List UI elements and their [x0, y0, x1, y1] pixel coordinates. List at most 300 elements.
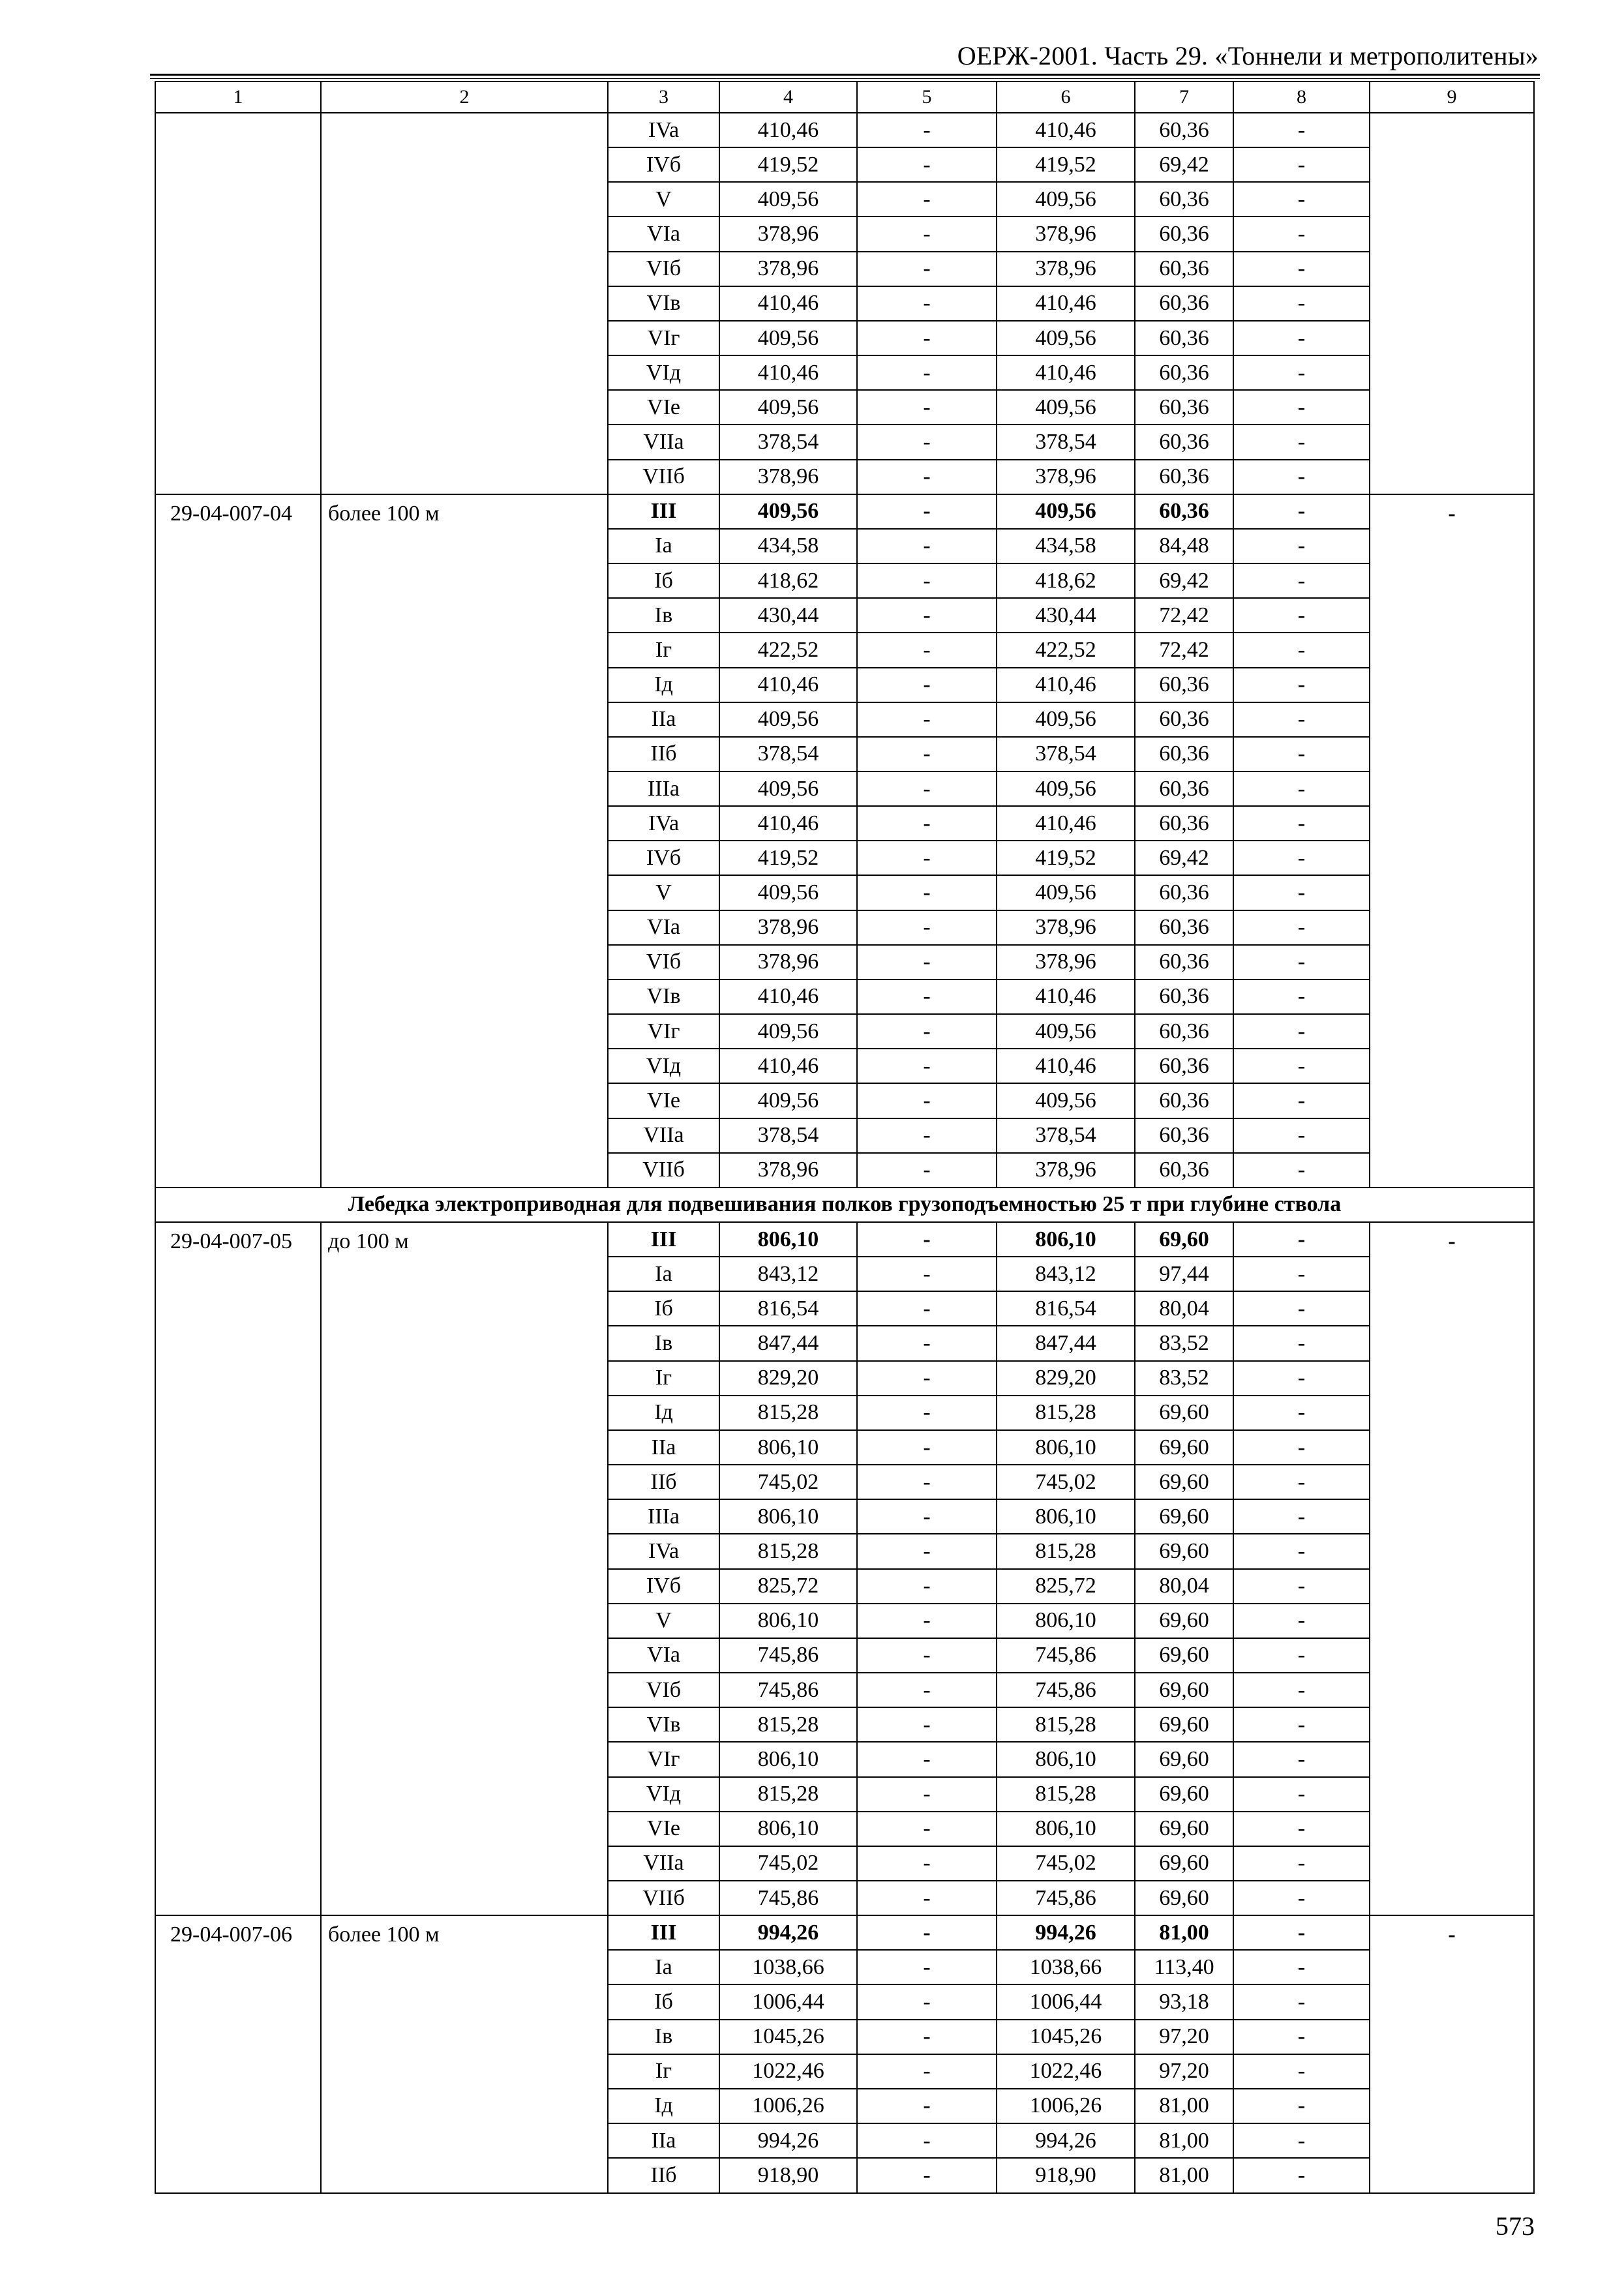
wages-cell: -	[857, 252, 997, 286]
table-row	[155, 1915, 1534, 1950]
zone-cell: IIa	[608, 2123, 719, 2158]
drivers-wages-cell: 60,36	[1135, 806, 1233, 841]
wages-cell: -	[857, 1569, 997, 1604]
zone-cell: VIIa	[608, 1846, 719, 1881]
total-cost-cell: 825,72	[719, 1569, 857, 1604]
wages-cell: -	[857, 1812, 997, 1846]
materials-cell: -	[1233, 1742, 1370, 1776]
drivers-wages-cell: 83,52	[1135, 1361, 1233, 1396]
zone-cell: Iд	[608, 668, 719, 702]
drivers-wages-cell: 60,36	[1135, 460, 1233, 494]
wages-cell: -	[857, 1291, 997, 1326]
total-cost-cell: 409,56	[719, 702, 857, 737]
drivers-wages-cell: 60,36	[1135, 945, 1233, 980]
wages-cell: -	[857, 1777, 997, 1812]
wages-cell: -	[857, 1984, 997, 2019]
materials-cell: -	[1233, 1326, 1370, 1360]
total-cost-cell: 806,10	[719, 1812, 857, 1846]
wages-cell: -	[857, 425, 997, 459]
total-cost-cell: 409,56	[719, 1083, 857, 1118]
drivers-wages-cell: 60,36	[1135, 252, 1233, 286]
materials-cell: -	[1233, 563, 1370, 598]
materials-cell: -	[1233, 980, 1370, 1014]
machine-cost-cell: 409,56	[997, 1014, 1135, 1049]
total-cost-cell: 410,46	[719, 806, 857, 841]
machine-cost-cell: 410,46	[997, 668, 1135, 702]
machine-cost-cell: 409,56	[997, 875, 1135, 910]
machine-cost-cell: 378,96	[997, 252, 1135, 286]
materials-cell: -	[1233, 702, 1370, 737]
zone-cell: VIIб	[608, 1881, 719, 1915]
drivers-wages-cell: 81,00	[1135, 1915, 1233, 1950]
machine-cost-cell: 994,26	[997, 2123, 1135, 2158]
zone-cell: VIe	[608, 1083, 719, 1118]
wages-cell: -	[857, 2089, 997, 2123]
section-title: Лебедка электроприводная для подвешивания полков грузоподъемностью 25 т при глубине ствола	[155, 1188, 1534, 1222]
total-cost-cell: 847,44	[719, 1326, 857, 1360]
total-cost-cell: 410,46	[719, 355, 857, 390]
wages-cell: -	[857, 529, 997, 563]
zone-cell: VIд	[608, 1777, 719, 1812]
table-row	[155, 494, 1534, 529]
wages-cell: -	[857, 355, 997, 390]
materials-cell: -	[1233, 425, 1370, 459]
materials-cell: -	[1233, 2089, 1370, 2123]
wages-cell: -	[857, 182, 997, 217]
zone-cell: Iг	[608, 633, 719, 667]
zone-cell: IVб	[608, 147, 719, 182]
total-cost-cell: 815,28	[719, 1707, 857, 1742]
wages-cell: -	[857, 910, 997, 945]
machine-cost-cell: 409,56	[997, 771, 1135, 806]
zone-cell: Iб	[608, 1984, 719, 2019]
wages-cell: -	[857, 771, 997, 806]
wages-cell: -	[857, 563, 997, 598]
materials-cell: -	[1233, 737, 1370, 771]
zone-cell: VIa	[608, 910, 719, 945]
header-rule-thin	[150, 78, 1540, 79]
total-cost-cell: 378,96	[719, 460, 857, 494]
materials-cell: -	[1233, 1881, 1370, 1915]
materials-cell: -	[1233, 1777, 1370, 1812]
wages-cell: -	[857, 1014, 997, 1049]
zone-cell: V	[608, 875, 719, 910]
total-cost-cell: 418,62	[719, 563, 857, 598]
machine-cost-cell: 745,86	[997, 1638, 1135, 1673]
machine-cost-cell: 378,54	[997, 737, 1135, 771]
drivers-wages-cell: 113,40	[1135, 1950, 1233, 1984]
wages-cell: -	[857, 1707, 997, 1742]
machine-cost-cell: 409,56	[997, 182, 1135, 217]
materials-cell: -	[1233, 1291, 1370, 1326]
zone-cell: Iв	[608, 1326, 719, 1360]
machine-cost-cell: 409,56	[997, 494, 1135, 529]
materials-cell: -	[1233, 252, 1370, 286]
materials-cell: -	[1233, 182, 1370, 217]
machine-cost-cell: 918,90	[997, 2158, 1135, 2193]
wages-cell: -	[857, 1083, 997, 1118]
wages-cell: -	[857, 806, 997, 841]
total-cost-cell: 806,10	[719, 1742, 857, 1776]
drivers-wages-cell: 60,36	[1135, 355, 1233, 390]
machine-cost-cell: 410,46	[997, 980, 1135, 1014]
zone-cell: Iд	[608, 2089, 719, 2123]
zone-cell: IVa	[608, 806, 719, 841]
column-number: 2	[321, 82, 608, 113]
total-cost-cell: 994,26	[719, 1915, 857, 1950]
total-cost-cell: 378,96	[719, 252, 857, 286]
zone-cell: VIa	[608, 1638, 719, 1673]
zone-cell: VIa	[608, 217, 719, 251]
materials-cell: -	[1233, 1361, 1370, 1396]
code-cell: 29-04-007-06	[155, 1915, 321, 2193]
drivers-wages-cell: 60,36	[1135, 390, 1233, 425]
wages-cell: -	[857, 1257, 997, 1291]
drivers-wages-cell: 60,36	[1135, 668, 1233, 702]
materials-cell: -	[1233, 668, 1370, 702]
drivers-wages-cell: 60,36	[1135, 910, 1233, 945]
zone-cell: VIв	[608, 286, 719, 321]
total-cost-cell: 410,46	[719, 113, 857, 147]
wages-cell: -	[857, 1222, 997, 1257]
materials-cell: -	[1233, 217, 1370, 251]
drivers-wages-cell: 60,36	[1135, 980, 1233, 1014]
zone-cell: IIIa	[608, 1499, 719, 1534]
materials-cell: -	[1233, 390, 1370, 425]
materials-cell: -	[1233, 1569, 1370, 1604]
drivers-wages-cell: 60,36	[1135, 113, 1233, 147]
drivers-wages-cell: 69,42	[1135, 841, 1233, 875]
wages-cell: -	[857, 113, 997, 147]
total-cost-cell: 378,96	[719, 1153, 857, 1188]
materials-cell: -	[1233, 771, 1370, 806]
drivers-wages-cell: 69,60	[1135, 1222, 1233, 1257]
zone-cell: III	[608, 1915, 719, 1950]
table-row	[155, 113, 1534, 147]
drivers-wages-cell: 60,36	[1135, 1083, 1233, 1118]
total-cost-cell: 815,28	[719, 1534, 857, 1568]
machine-cost-cell: 815,28	[997, 1707, 1135, 1742]
zone-cell: VIe	[608, 1812, 719, 1846]
wages-cell: -	[857, 2054, 997, 2089]
total-cost-cell: 918,90	[719, 2158, 857, 2193]
machine-cost-cell: 378,96	[997, 460, 1135, 494]
drivers-wages-cell: 83,52	[1135, 1326, 1233, 1360]
machine-cost-cell: 378,96	[997, 217, 1135, 251]
materials-cell: -	[1233, 598, 1370, 633]
materials-cell: -	[1233, 633, 1370, 667]
wages-cell: -	[857, 1534, 997, 1568]
total-cost-cell: 806,10	[719, 1430, 857, 1465]
wages-cell: -	[857, 460, 997, 494]
wages-cell: -	[857, 1396, 997, 1430]
wages-cell: -	[857, 841, 997, 875]
wages-cell: -	[857, 875, 997, 910]
page-number: 573	[1496, 2211, 1535, 2241]
column-number: 4	[719, 82, 857, 113]
zone-cell: VIг	[608, 321, 719, 355]
wages-cell: -	[857, 1430, 997, 1465]
drivers-wages-cell: 80,04	[1135, 1291, 1233, 1326]
machine-cost-cell: 410,46	[997, 806, 1135, 841]
column-number: 7	[1135, 82, 1233, 113]
zone-cell: Iв	[608, 598, 719, 633]
wages-cell: -	[857, 1604, 997, 1638]
total-cost-cell: 745,86	[719, 1638, 857, 1673]
machine-cost-cell: 829,20	[997, 1361, 1135, 1396]
wages-cell: -	[857, 1915, 997, 1950]
machine-cost-cell: 434,58	[997, 529, 1135, 563]
col9-cell: -	[1370, 1222, 1534, 1915]
table-row	[155, 1222, 1534, 1257]
wages-cell: -	[857, 980, 997, 1014]
materials-cell: -	[1233, 1812, 1370, 1846]
total-cost-cell: 410,46	[719, 668, 857, 702]
total-cost-cell: 815,28	[719, 1396, 857, 1430]
wages-cell: -	[857, 147, 997, 182]
rates-table	[155, 81, 1535, 2194]
zone-cell: Iб	[608, 563, 719, 598]
section-title-row	[155, 1188, 1534, 1222]
column-number: 9	[1370, 82, 1534, 113]
drivers-wages-cell: 69,60	[1135, 1742, 1233, 1776]
materials-cell: -	[1233, 1465, 1370, 1499]
materials-cell: -	[1233, 1083, 1370, 1118]
materials-cell: -	[1233, 1984, 1370, 2019]
zone-cell: V	[608, 1604, 719, 1638]
drivers-wages-cell: 60,36	[1135, 702, 1233, 737]
drivers-wages-cell: 60,36	[1135, 182, 1233, 217]
drivers-wages-cell: 69,60	[1135, 1777, 1233, 1812]
column-number: 8	[1233, 82, 1370, 113]
col9-cell: -	[1370, 1915, 1534, 2193]
zone-cell: IVб	[608, 841, 719, 875]
machine-cost-cell: 745,86	[997, 1881, 1135, 1915]
zone-cell: VIб	[608, 945, 719, 980]
code-cell: 29-04-007-04	[155, 494, 321, 1188]
drivers-wages-cell: 60,36	[1135, 1118, 1233, 1153]
machine-cost-cell: 843,12	[997, 1257, 1135, 1291]
machine-cost-cell: 745,02	[997, 1465, 1135, 1499]
total-cost-cell: 806,10	[719, 1604, 857, 1638]
machine-cost-cell: 1038,66	[997, 1950, 1135, 1984]
zone-cell: Ia	[608, 1257, 719, 1291]
code-cell: 29-04-007-05	[155, 1222, 321, 1915]
materials-cell: -	[1233, 1222, 1370, 1257]
zone-cell: IIб	[608, 1465, 719, 1499]
machine-cost-cell: 378,54	[997, 1118, 1135, 1153]
wages-cell: -	[857, 1881, 997, 1915]
wages-cell: -	[857, 945, 997, 980]
column-number: 6	[997, 82, 1135, 113]
wages-cell: -	[857, 1950, 997, 1984]
materials-cell: -	[1233, 806, 1370, 841]
total-cost-cell: 434,58	[719, 529, 857, 563]
total-cost-cell: 410,46	[719, 980, 857, 1014]
total-cost-cell: 409,56	[719, 390, 857, 425]
drivers-wages-cell: 69,60	[1135, 1812, 1233, 1846]
total-cost-cell: 745,02	[719, 1846, 857, 1881]
machine-cost-cell: 378,96	[997, 1153, 1135, 1188]
wages-cell: -	[857, 321, 997, 355]
table-body	[155, 82, 1534, 2193]
zone-cell: VIг	[608, 1014, 719, 1049]
machine-cost-cell: 410,46	[997, 286, 1135, 321]
machine-cost-cell: 1006,26	[997, 2089, 1135, 2123]
materials-cell: -	[1233, 1673, 1370, 1707]
materials-cell: -	[1233, 2123, 1370, 2158]
machine-cost-cell: 806,10	[997, 1499, 1135, 1534]
machine-cost-cell: 410,46	[997, 1049, 1135, 1083]
zone-cell: Iв	[608, 2020, 719, 2054]
materials-cell: -	[1233, 841, 1370, 875]
drivers-wages-cell: 60,36	[1135, 1049, 1233, 1083]
materials-cell: -	[1233, 1950, 1370, 1984]
header-rule	[150, 74, 1540, 76]
total-cost-cell: 1038,66	[719, 1950, 857, 1984]
drivers-wages-cell: 81,00	[1135, 2158, 1233, 2193]
zone-cell: III	[608, 494, 719, 529]
zone-cell: VIв	[608, 1707, 719, 1742]
machine-cost-cell: 410,46	[997, 355, 1135, 390]
materials-cell: -	[1233, 460, 1370, 494]
total-cost-cell: 378,96	[719, 910, 857, 945]
total-cost-cell: 378,54	[719, 1118, 857, 1153]
total-cost-cell: 1045,26	[719, 2020, 857, 2054]
machine-cost-cell: 419,52	[997, 841, 1135, 875]
wages-cell: -	[857, 286, 997, 321]
drivers-wages-cell: 69,60	[1135, 1846, 1233, 1881]
zone-cell: Ia	[608, 1950, 719, 1984]
machine-cost-cell: 422,52	[997, 633, 1135, 667]
drivers-wages-cell: 72,42	[1135, 633, 1233, 667]
drivers-wages-cell: 60,36	[1135, 286, 1233, 321]
wages-cell: -	[857, 1049, 997, 1083]
materials-cell: -	[1233, 910, 1370, 945]
materials-cell: -	[1233, 494, 1370, 529]
drivers-wages-cell: 97,44	[1135, 1257, 1233, 1291]
wages-cell: -	[857, 217, 997, 251]
column-number: 5	[857, 82, 997, 113]
depth-cell	[321, 113, 608, 494]
materials-cell: -	[1233, 1430, 1370, 1465]
drivers-wages-cell: 69,60	[1135, 1604, 1233, 1638]
materials-cell: -	[1233, 1257, 1370, 1291]
total-cost-cell: 409,56	[719, 771, 857, 806]
zone-cell: IVa	[608, 1534, 719, 1568]
wages-cell: -	[857, 737, 997, 771]
zone-cell: VIIб	[608, 460, 719, 494]
zone-cell: V	[608, 182, 719, 217]
drivers-wages-cell: 60,36	[1135, 737, 1233, 771]
materials-cell: -	[1233, 1638, 1370, 1673]
total-cost-cell: 816,54	[719, 1291, 857, 1326]
machine-cost-cell: 815,28	[997, 1777, 1135, 1812]
drivers-wages-cell: 80,04	[1135, 1569, 1233, 1604]
machine-cost-cell: 745,02	[997, 1846, 1135, 1881]
total-cost-cell: 419,52	[719, 841, 857, 875]
total-cost-cell: 422,52	[719, 633, 857, 667]
total-cost-cell: 410,46	[719, 286, 857, 321]
drivers-wages-cell: 60,36	[1135, 875, 1233, 910]
zone-cell: VIг	[608, 1742, 719, 1776]
total-cost-cell: 419,52	[719, 147, 857, 182]
materials-cell: -	[1233, 1118, 1370, 1153]
machine-cost-cell: 409,56	[997, 1083, 1135, 1118]
total-cost-cell: 1022,46	[719, 2054, 857, 2089]
drivers-wages-cell: 69,60	[1135, 1534, 1233, 1568]
materials-cell: -	[1233, 321, 1370, 355]
total-cost-cell: 378,54	[719, 425, 857, 459]
materials-cell: -	[1233, 286, 1370, 321]
machine-cost-cell: 825,72	[997, 1569, 1135, 1604]
materials-cell: -	[1233, 529, 1370, 563]
machine-cost-cell: 418,62	[997, 563, 1135, 598]
total-cost-cell: 843,12	[719, 1257, 857, 1291]
total-cost-cell: 409,56	[719, 321, 857, 355]
column-number: 1	[155, 82, 321, 113]
drivers-wages-cell: 93,18	[1135, 1984, 1233, 2019]
machine-cost-cell: 806,10	[997, 1604, 1135, 1638]
zone-cell: VIIa	[608, 425, 719, 459]
total-cost-cell: 378,96	[719, 945, 857, 980]
total-cost-cell: 829,20	[719, 1361, 857, 1396]
wages-cell: -	[857, 702, 997, 737]
machine-cost-cell: 378,96	[997, 945, 1135, 980]
zone-cell: VIд	[608, 1049, 719, 1083]
zone-cell: IIб	[608, 737, 719, 771]
drivers-wages-cell: 69,60	[1135, 1499, 1233, 1534]
drivers-wages-cell: 60,36	[1135, 425, 1233, 459]
materials-cell: -	[1233, 2158, 1370, 2193]
materials-cell: -	[1233, 1707, 1370, 1742]
drivers-wages-cell: 69,60	[1135, 1881, 1233, 1915]
total-cost-cell: 410,46	[719, 1049, 857, 1083]
zone-cell: VIб	[608, 1673, 719, 1707]
wages-cell: -	[857, 633, 997, 667]
total-cost-cell: 378,96	[719, 217, 857, 251]
wages-cell: -	[857, 494, 997, 529]
drivers-wages-cell: 81,00	[1135, 2123, 1233, 2158]
machine-cost-cell: 409,56	[997, 702, 1135, 737]
materials-cell: -	[1233, 1153, 1370, 1188]
total-cost-cell: 409,56	[719, 875, 857, 910]
machine-cost-cell: 378,96	[997, 910, 1135, 945]
materials-cell: -	[1233, 147, 1370, 182]
materials-cell: -	[1233, 1534, 1370, 1568]
zone-cell: Ia	[608, 529, 719, 563]
zone-cell: IVa	[608, 113, 719, 147]
zone-cell: IIб	[608, 2158, 719, 2193]
machine-cost-cell: 430,44	[997, 598, 1135, 633]
drivers-wages-cell: 84,48	[1135, 529, 1233, 563]
materials-cell: -	[1233, 355, 1370, 390]
wages-cell: -	[857, 1118, 997, 1153]
total-cost-cell: 378,54	[719, 737, 857, 771]
machine-cost-cell: 1006,44	[997, 1984, 1135, 2019]
wages-cell: -	[857, 1499, 997, 1534]
total-cost-cell: 994,26	[719, 2123, 857, 2158]
materials-cell: -	[1233, 1846, 1370, 1881]
drivers-wages-cell: 69,42	[1135, 147, 1233, 182]
total-cost-cell: 815,28	[719, 1777, 857, 1812]
drivers-wages-cell: 81,00	[1135, 2089, 1233, 2123]
drivers-wages-cell: 69,60	[1135, 1430, 1233, 1465]
total-cost-cell: 409,56	[719, 182, 857, 217]
code-cell	[155, 113, 321, 494]
materials-cell: -	[1233, 1915, 1370, 1950]
drivers-wages-cell: 60,36	[1135, 1014, 1233, 1049]
